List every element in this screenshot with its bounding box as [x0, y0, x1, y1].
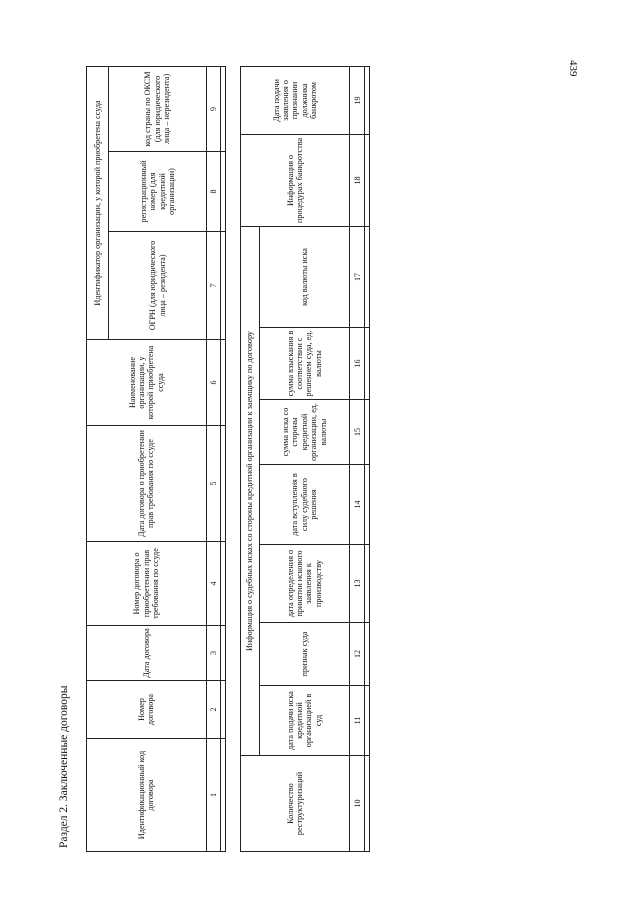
- header-country-code-oksm: код страны по ОКСМ (для юридического лица – нерезидента): [109, 66, 206, 151]
- column-number: 5: [206, 426, 220, 542]
- header-lawsuits-info: Информация о судебных исках со стороны кредитной организации к заемщику по договору: [241, 226, 260, 755]
- header-seller-organization-identifier: Идентификатор организации, у которой приобретена ссуда: [87, 66, 109, 339]
- empty-cell: [364, 756, 369, 852]
- header-bankruptcy-procedures: Информация о процедурах банкротства: [241, 134, 350, 226]
- column-number: 12: [350, 623, 364, 686]
- contracts-table-part2: [240, 66, 370, 852]
- empty-cell: [220, 426, 225, 542]
- column-number: 15: [350, 400, 364, 465]
- empty-cell: [220, 152, 225, 232]
- empty-cell: [220, 626, 225, 681]
- column-number: 8: [206, 152, 220, 232]
- empty-cell: [220, 739, 225, 852]
- header-court-attribute: признак суда: [259, 623, 350, 686]
- header-contract-id-code: Идентификационный код договора: [87, 739, 207, 852]
- column-number: 6: [206, 340, 220, 426]
- column-number: 7: [206, 232, 220, 340]
- header-restructuring-count: Количество реструктуризаций: [241, 756, 350, 852]
- column-number: 9: [206, 66, 220, 151]
- column-number: 17: [350, 226, 364, 327]
- empty-cell: [364, 66, 369, 134]
- empty-cell: [220, 340, 225, 426]
- header-contract-number: Номер договора: [87, 681, 207, 739]
- empty-cell: [364, 623, 369, 686]
- header-judgment-effective-date: дата вступления в силу судебного решения: [259, 465, 350, 545]
- column-number: 14: [350, 465, 364, 545]
- empty-cell: [364, 226, 369, 327]
- header-claim-acceptance-date: дата определения о принятии искового заявления к производству: [259, 545, 350, 623]
- empty-cell: [364, 328, 369, 400]
- header-bankruptcy-filing-date: Дата подачи заявления о признании должника банкротом: [241, 66, 350, 134]
- empty-cell: [220, 232, 225, 340]
- contracts-table-part1: [86, 66, 226, 852]
- header-assignment-contract-date: Дата договора о приобретении прав требования по ссуде: [87, 426, 207, 542]
- column-number: 1: [206, 739, 220, 852]
- empty-cell: [364, 465, 369, 545]
- header-seller-organization-name: Наименование организации, у которой приобретена ссуда: [87, 340, 207, 426]
- column-number: 19: [350, 66, 364, 134]
- page-number: 439: [567, 60, 579, 77]
- column-number: 18: [350, 134, 364, 226]
- empty-cell: [220, 66, 225, 151]
- column-number: 10: [350, 756, 364, 852]
- empty-cell: [364, 134, 369, 226]
- header-contract-date: Дата договора: [87, 626, 207, 681]
- empty-cell: [364, 545, 369, 623]
- column-number: 3: [206, 626, 220, 681]
- empty-cell: [220, 542, 225, 626]
- header-claim-amount: сумма иска со стороны кредитной организации, ед. валюты: [259, 400, 350, 465]
- header-registration-number: регистрационный номер (для кредитной организации): [109, 152, 206, 232]
- column-number: 13: [350, 545, 364, 623]
- empty-cell: [220, 681, 225, 739]
- column-number: 4: [206, 542, 220, 626]
- header-claim-currency-code: код валюты иска: [259, 226, 350, 327]
- column-number: 2: [206, 681, 220, 739]
- header-lawsuit-filing-date: дата подачи иска кредитной организацией в суд: [259, 686, 350, 756]
- column-number: 11: [350, 686, 364, 756]
- header-recovery-amount: сумма взыскания в соответствии с решением суда, ед. валюты: [259, 328, 350, 400]
- empty-cell: [364, 400, 369, 465]
- header-ogrn: ОГРН (для юридического лица – резидента): [109, 232, 206, 340]
- section-title: Раздел 2. Заключенные договоры: [58, 685, 70, 848]
- header-assignment-contract-number: Номер договора о приобретении прав требования по ссуде: [87, 542, 207, 626]
- column-number: 16: [350, 328, 364, 400]
- empty-cell: [364, 686, 369, 756]
